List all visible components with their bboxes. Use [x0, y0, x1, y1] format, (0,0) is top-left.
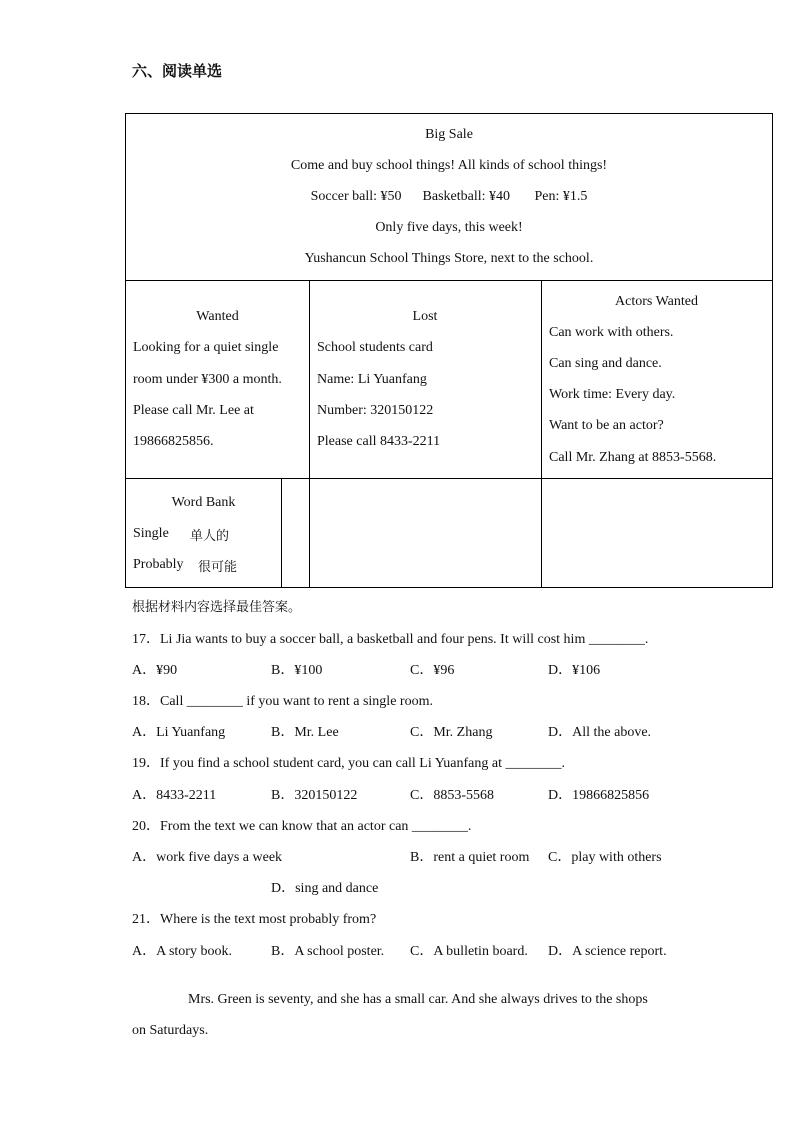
- instruction-text: 根据材料内容选择最佳答案。: [132, 600, 302, 615]
- option-b[interactable]: B．320150122: [271, 788, 358, 803]
- actors-line: Want to be an actor?: [549, 418, 664, 433]
- question-stem: 18．Call ________ if you want to rent a single room.: [132, 694, 433, 709]
- word-bank-title: Word Bank: [171, 495, 236, 510]
- wanted-line: room under ¥300 a month.: [133, 372, 282, 387]
- word-bank-word: Probably: [133, 557, 184, 572]
- column-divider: [281, 478, 282, 588]
- option-a[interactable]: A．A story book.: [132, 944, 232, 959]
- wanted-line: Looking for a quiet single: [133, 340, 279, 355]
- lost-line: Number: 320150122: [317, 403, 434, 418]
- option-b[interactable]: B．Mr. Lee: [271, 725, 339, 740]
- lost-title: Lost: [412, 309, 438, 324]
- question-stem: 21．Where is the text most probably from?: [132, 912, 377, 927]
- column-divider: [541, 280, 542, 588]
- word-bank-meaning: 很可能: [198, 560, 238, 575]
- big-sale-title: Big Sale: [425, 127, 473, 142]
- option-c[interactable]: C．A bulletin board.: [410, 944, 528, 959]
- actors-line: Can work with others.: [549, 325, 674, 340]
- notice-board-table: [125, 113, 773, 588]
- option-a[interactable]: A．work five days a week: [132, 850, 283, 865]
- option-d[interactable]: D．sing and dance: [271, 881, 379, 896]
- question-stem: 20．From the text we can know that an actor can ________.: [132, 819, 472, 834]
- word-bank-meaning: 单人的: [190, 529, 230, 544]
- wanted-line: Please call Mr. Lee at: [133, 403, 254, 418]
- option-d[interactable]: D．A science report.: [548, 944, 667, 959]
- option-a[interactable]: A．¥90: [132, 663, 178, 678]
- lost-line: Name: Li Yuanfang: [317, 372, 427, 387]
- big-sale-line: Only five days, this week!: [375, 220, 523, 235]
- option-d[interactable]: D．19866825856: [548, 788, 650, 803]
- question-stem: 17．Li Jia wants to buy a soccer ball, a basketball and four pens. It will cost him ________.: [132, 632, 649, 647]
- actors-phone: Call Mr. Zhang at 8853-5568.: [549, 450, 717, 465]
- option-d[interactable]: D．All the above.: [548, 725, 652, 740]
- option-b[interactable]: B．rent a quiet room: [410, 850, 530, 865]
- big-sale-prices: Soccer ball: ¥50 Basketball: ¥40 Pen: ¥1.5: [310, 189, 588, 204]
- word-bank-word: Single: [133, 526, 169, 541]
- option-b[interactable]: B．¥100: [271, 663, 323, 678]
- actors-line: Work time: Every day.: [549, 387, 676, 402]
- actors-line: Can sing and dance.: [549, 356, 662, 371]
- option-c[interactable]: C．¥96: [410, 663, 455, 678]
- question-stem: 19．If you find a school student card, you can call Li Yuanfang at ________.: [132, 756, 565, 771]
- wanted-title: Wanted: [196, 309, 239, 324]
- column-divider: [309, 280, 310, 588]
- option-c[interactable]: C．Mr. Zhang: [410, 725, 493, 740]
- option-d[interactable]: D．¥106: [548, 663, 601, 678]
- option-b[interactable]: B．A school poster.: [271, 944, 385, 959]
- lost-phone: Please call 8433-2211: [317, 434, 441, 449]
- option-c[interactable]: C．8853-5568: [410, 788, 494, 803]
- wanted-phone: 19866825856.: [133, 434, 214, 449]
- passage-line: on Saturdays.: [132, 1023, 209, 1038]
- row-divider: [126, 478, 772, 479]
- actors-title: Actors Wanted: [615, 294, 698, 309]
- row-divider: [126, 280, 772, 281]
- section-title: 六、阅读单选: [132, 62, 223, 80]
- big-sale-line: Come and buy school things! All kinds of school things!: [290, 158, 608, 173]
- option-a[interactable]: A．8433-2211: [132, 788, 217, 803]
- big-sale-store: Yushancun School Things Store, next to the school.: [304, 251, 594, 266]
- passage-line: Mrs. Green is seventy, and she has a small car. And she always drives to the shops: [188, 992, 648, 1007]
- lost-line: School students card: [317, 340, 433, 355]
- option-a[interactable]: A．Li Yuanfang: [132, 725, 226, 740]
- option-c[interactable]: C．play with others: [548, 850, 662, 865]
